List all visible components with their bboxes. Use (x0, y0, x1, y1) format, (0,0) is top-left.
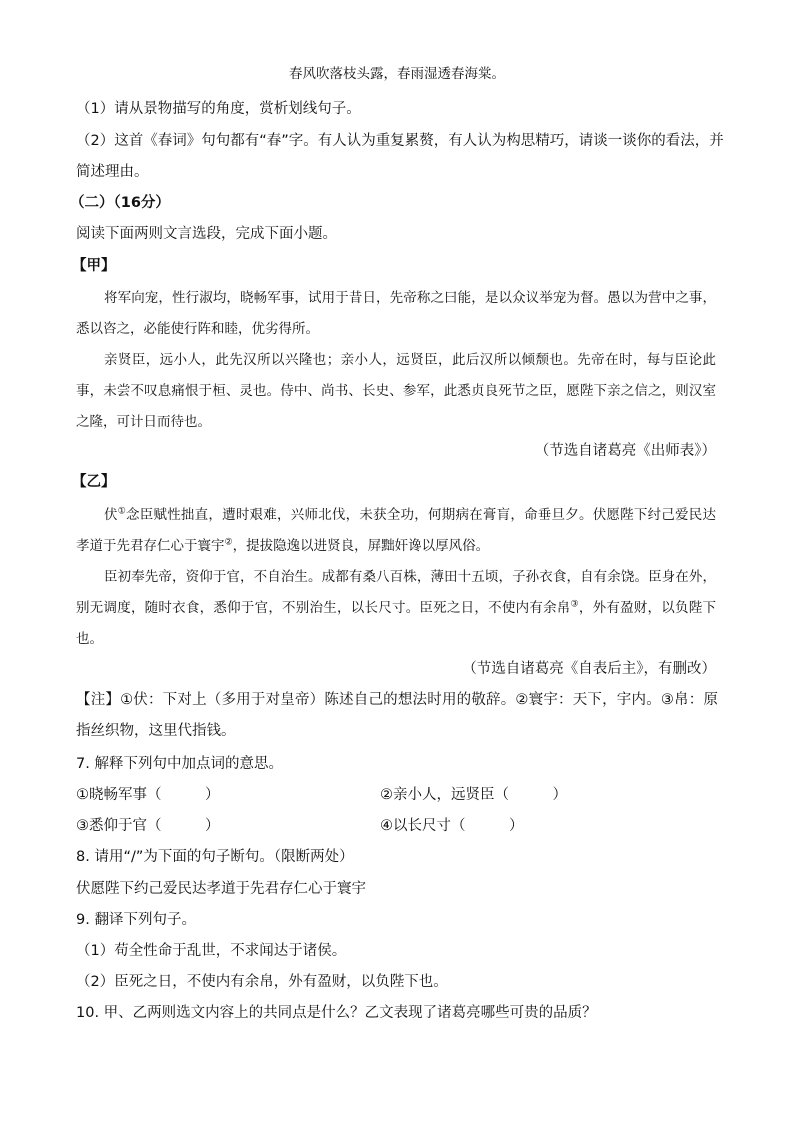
passage-yi-source: （节选自诸葛亮《自表后主》，有删改） (462, 661, 716, 677)
annotation-notes: 【注】①伏：下对上（多用于对皇帝）陈述自己的想法时用的敬辞。②寰宇：天下，宇内。③帛：原指丝织物，这里代指钱。 (76, 692, 718, 739)
passage-jia-label: 【甲】 (72, 258, 116, 274)
question-8-title: 8. 请用“/”为下面的句子断句。（限断两处） (76, 849, 354, 865)
section-heading: （二）（16分） (70, 195, 170, 211)
question-7-item-2: ②亲小人，远贤臣（ ） (380, 787, 567, 803)
poem-question-2-cont: 简述理由。 (76, 164, 149, 180)
passage-yi-text: 伏 (104, 507, 118, 523)
passage-jia-source: （节选自诸葛亮《出师表》） (534, 443, 716, 459)
passage-yi-text: 臣初奉先帝，资仰于官，不自治生。成都有桑八百株，薄田十五顷，子孙衣食，自有余饶。臣身在外，别无调度，随时衣食，悉仰于官，不别治生，以长尺寸。臣死之日，不使内有余帛 (76, 569, 716, 616)
poem-last-line: 春风吹落枝头露，春雨湿透春海棠。 (289, 66, 505, 82)
footnote-marker-3: ③ (570, 599, 579, 610)
question-7-item-1: ①晓畅军事（ ） (76, 787, 220, 803)
passage-yi-text: ，外有盈财，以负陛下也。 (76, 600, 716, 647)
question-7-item-4: ④以长尺寸（ ） (380, 818, 524, 834)
passage-yi-label: 【乙】 (72, 474, 116, 490)
passage-jia-paragraph-1: 将军向宠，性行淑均，晓畅军事，试用于昔日，先帝称之曰能，是以众议举宠为督。愚以为营中之事，悉以咨之，必能使行阵和睦，优劣得所。 (76, 290, 716, 337)
question-7-item-3: ③悉仰于官（ ） (76, 818, 220, 834)
poem-question-2: （2）这首《春词》句句都有“春”字。有人认为重复累赘，有人认为构思精巧，请谈一谈你的看法，并 (76, 133, 724, 149)
question-10-title: 10. 甲、乙两则选文内容上的共同点是什么？乙文表现了诸葛亮哪些可贵的品质？ (76, 1005, 597, 1021)
passage-yi-paragraph-1 (76, 500, 716, 562)
passage-yi-text: 念臣赋性拙直，遭时艰难，兴师北伐，未获全功，何期病在膏肓，命垂旦夕。伏愿陛下纣己爱民达孝道于先君存仁心于寰宇 (76, 507, 717, 554)
footnote-marker-1: ① (117, 506, 127, 517)
passage-yi-text: ，提拔隐逸以进贤良，屏黜奸谗以厚风俗。 (232, 538, 490, 554)
question-7-title: 7. 解释下列句中加点词的意思。 (76, 756, 283, 772)
section-instruction: 阅读下面两则文言选段，完成下面小题。 (76, 226, 337, 242)
question-9-item-1: （1）苟全性命于乱世，不求闻达于诸侯。 (76, 943, 347, 959)
question-9-title: 9. 翻译下列句子。 (76, 912, 196, 928)
passage-yi-paragraph-2 (76, 562, 716, 655)
passage-jia-paragraph-2: 亲贤臣，远小人，此先汉所以兴隆也；亲小人，远贤臣，此后汉所以倾颓也。先帝在时，每与臣论此事，未尝不叹息痛恨于桓、灵也。侍中、尚书、长史、参军，此悉贞良死节之臣，愿陛下亲之信之，则汉室之隆，可计日而待也。 (76, 352, 716, 430)
poem-question-1: （1）请从景物描写的角度，赏析划线句子。 (76, 101, 361, 117)
question-9-item-2: （2）臣死之日，不使内有余帛，外有盈财，以负陛下也。 (76, 974, 448, 990)
question-8-sentence: 伏愿陛下约己爱民达孝道于先君存仁心于寰宇 (76, 881, 366, 897)
footnote-marker-2: ② (224, 537, 233, 548)
